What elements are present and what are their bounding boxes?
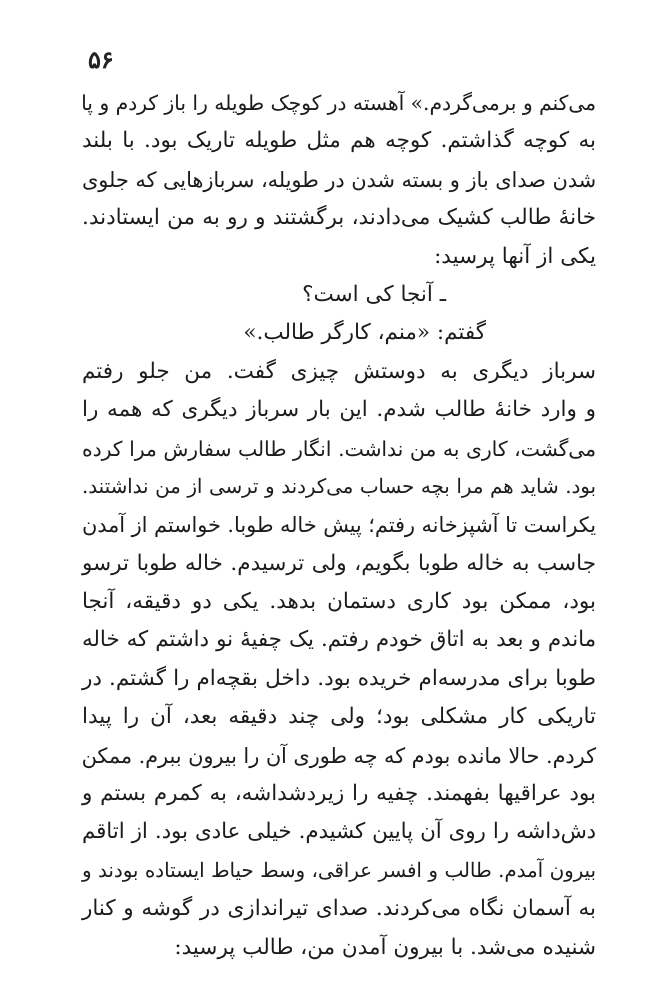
text-line: به کوچه گذاشتم. کوچه هم مثل طویله تاریک بود. با بلند — [82, 128, 596, 154]
text-line: دش‌داشه را روی آن پایین کشیدم. خیلی عادی بود. از اتاقم — [82, 819, 596, 845]
text-line: بیرون آمدم. طالب و افسر عراقی، وسط حیاط ایستاده بودند و — [82, 858, 596, 882]
text-line: تاریکی کار مشکلی بود؛ ولی چند دقیقه بعد، آن را پیدا — [82, 704, 596, 730]
text-line: و وارد خانهٔ طالب شدم. این بار سرباز دیگری که همه را — [82, 397, 596, 423]
text-line: به آسمان نگاه می‌کردند. صدای تیراندازی در گوشه و کنار — [82, 896, 596, 922]
body-text — [82, 84, 596, 967]
text-line: خانهٔ طالب کشیک می‌دادند، برگشتند و رو به من ایستادند. — [82, 205, 596, 231]
text-line: جاسب به خاله طوبا بگویم، ولی ترسیدم. خاله طوبا ترسو — [82, 550, 596, 576]
text-line: بود عراقیها بفهمند. چفیه را زیردشداشه، به کمرم بستم و — [82, 781, 596, 807]
text-line: یکی از آنها پرسید: — [434, 243, 596, 269]
dialogue-line: ـ آنجا کی است؟ — [302, 281, 446, 307]
text-line: شدن صدای باز و بسته شدن در طویله، سربازهایی که جلوی — [82, 167, 596, 192]
text-line: می‌گشت، کاری به من نداشت. انگار طالب سفارش مرا کرده — [82, 436, 596, 461]
text-line: طوبا برای مدرسه‌ام خریده بود. داخل بقچه‌ام را گشتم. در — [82, 665, 596, 691]
text-line: یکراست تا آشپزخانه رفتم؛ پیش خاله طوبا. خواستم از آمدن — [82, 513, 596, 538]
text-line: می‌کنم و برمی‌گردم.» آهسته در کوچک طویله را باز کردم و پا — [81, 91, 596, 115]
text-line: بود. شاید هم مرا بچه حساب می‌کردند و ترسی از من نداشتند. — [82, 474, 596, 498]
text-line: بود، ممکن بود کاری دستمان بدهد. یکی دو دقیقه، آنجا — [82, 589, 596, 615]
dialogue-line: گفتم: «منم، کارگر طالب.» — [243, 320, 486, 346]
text-line: شنیده می‌شد. با بیرون آمدن من، طالب پرسید: — [174, 934, 596, 960]
text-line: کردم. حالا مانده بودم که چه طوری آن را بیرون ببرم. ممکن — [81, 743, 596, 768]
page-number: ۵۶ — [88, 45, 114, 74]
text-line: ماندم و بعد به اتاق خودم رفتم. یک چفیهٔ نو داشتم که خاله — [82, 627, 596, 653]
text-line: سرباز دیگری به دوستش چیزی گفت. من جلو رفتم — [82, 358, 596, 384]
